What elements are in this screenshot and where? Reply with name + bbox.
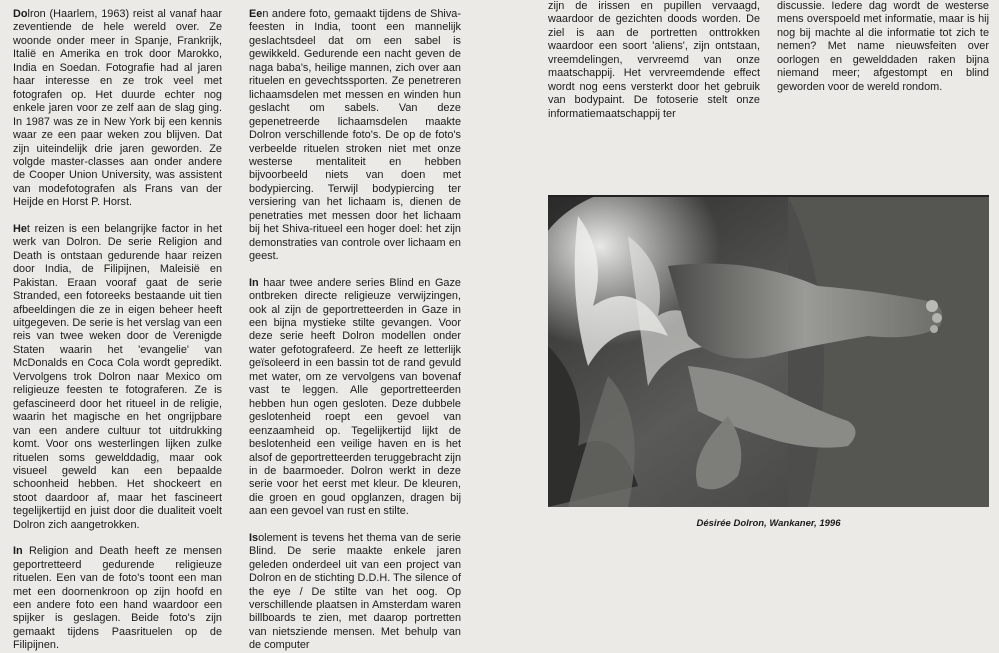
paragraph — [548, 0, 760, 121]
paragraph-text: discussie. Iedere dag wordt de westerse mens overspoeld met informatie, maar is hij nog bij machte al die informatie tot zich te nemen? Met name nieuwsfeiten over oorlogen en gewelddaden raken bijna niemand meer; afgestompt en blind geworden voor de wereld rondom. — [777, 0, 989, 93]
paragraph — [13, 545, 222, 653]
ritual-photo — [548, 196, 989, 507]
photo-caption: Désirée Dolron, Wankaner, 1996 — [696, 518, 841, 529]
paragraph — [13, 223, 222, 532]
article-column-2 — [249, 8, 461, 652]
paragraph-lead: Do — [13, 8, 28, 20]
paragraph-text: n andere foto, gemaakt tijdens de Shiva-feesten in India, toont een mannelijk geslachtsdeel dat om een sabel is gewikkeld. Gedurende een nacht geven de naga baba's, heilige mannen, zich over aan rituelen en gevechtssporten. Ze penetreren lichaamsdelen met messen en winden hun geslacht om sabels. Van deze gepenetreerde lichaamsdelen maakte Dolron verschillende foto's. De op de foto's verbeelde rituelen stroken niet met onze westerse mentaliteit en hebben bijvoorbeeld niets van doen met bodypiercing. Terwijl bodypiercing ter versiering van het lichaam is, dienen de penetraties met messen door het lichaam bij het Shiva-ritueel een hoger doel: het zijn demonstraties van controle over lichaam en geest. — [249, 8, 461, 263]
paragraph — [13, 8, 222, 210]
article-column-1 — [13, 8, 222, 652]
paragraph-lead: Is — [249, 531, 259, 544]
paragraph-lead: In — [13, 545, 23, 558]
paragraph-lead: Ee — [249, 8, 263, 20]
article-column-3 — [548, 0, 760, 130]
article-column-4 — [777, 0, 989, 130]
paragraph-lead: In — [249, 276, 259, 289]
paragraph-text: lron (Haarlem, 1963) reist al vanaf haar zeventiende de hele wereld over. Ze woonde onder meer in Spanje, Frankrijk, Italië en Amerika en trok door Marokko, India en Soedan. Fotografie had al jaren haar interesse en ze trok veel met fotografen op. Het duurde echter nog enkele jaren voor ze zelf aan de slag ging. In 1987 was ze in New York bij een kennis waar ze een paar weken zou blijven. Dat zijn uiteindelijk drie jaren geworden. Ze volgde master-classes aan onder andere de Cooper Union University, was assistent van modefotografen als Frans van der Heijde en Horst P. Horst. — [13, 8, 222, 209]
paragraph — [249, 8, 461, 264]
ritual-feet-photo-icon — [548, 196, 989, 507]
paragraph — [249, 532, 461, 653]
paragraph-text: Religion and Death heeft ze mensen geportretteerd gedurende religieuze rituelen. Een van de foto's toont een man met een doornenkroon op zijn hoofd en een andere foto een hand waardoor een spijker is geslagen. Beide foto's zijn gemaakt tijdens Paasrituelen op de Filipijnen. — [13, 545, 222, 652]
paragraph-text: t reizen is een belangrijke factor in het werk van Dolron. De serie Religion and Death is ontstaan gedurende haar reizen door India, de Filipijnen, Maleisië en Pakistan. Eraan vooraf gaat de serie Stranded, een fotoreeks bestaande uit tien afbeeldingen die ze in eigen beheer heeft uitgegeven. De serie is het verslag van een reis van twee weken door de Verenigde Staten waarin het 'evangelie' van McDonalds en Coca Cola wordt gepredikt. Vervolgens trok Dolron naar Mexico om religieuze feesten te fotograferen. Ze is gefascineerd door het ritueel in de religie, waarin het magische en het ongrijpbare van een andere cultuur tot uitdrukking komt. Voor ons westerlingen lijken zulke rituelen soms gewelddadig, maar ook visueel geweld kan een bepaalde schoonheid hebben. Het shockeert en stoot daardoor af, maar het fascineert tegelijkertijd en juist door die dualiteit voelt Dolron zich aangetrokken. — [13, 222, 222, 531]
paragraph — [777, 0, 989, 94]
paragraph-text: haar twee andere series Blind en Gaze ontbreken directe religieuze verwijzingen, ook al zijn de geportretteerden in Gaze in een bijna mystieke stilte gevangen. Voor deze serie heeft Dolron modellen onder water gefotografeerd. Ze heeft ze letterlijk geïsoleerd in een bassin tot de rand gevuld met water, om ze vervolgens van bovenaf vast te leggen. Alle geportretteerden hebben hun ogen gesloten. Deze dubbele geslotenheid roept een gevoel van eenzaamheid op. Tegelijkertijd lijkt de beslotenheid een veilige haven en is het alsof de geportretteerden teruggebracht zijn in de baarmoeder. Dolron werkt in deze serie voor het eerst met kleur. De kleuren, die groen en goud opglanzen, dragen bij aan een gevoel van rust en stilte. — [249, 276, 461, 518]
paragraph-lead: He — [13, 222, 27, 235]
paragraph-text: olement is tevens het thema van de serie Blind. De serie maakte enkele jaren geleden onderdeel uit van een project van Dolron en de stichting D.D.H. The silence of the eye / De stilte van het oog. Op verschillende plaatsen in Amsterdam waren billboards te zien, met daarop portretten van nietsziende mensen. Met behulp van de computer — [249, 531, 461, 652]
paragraph — [249, 277, 461, 519]
paragraph-text: zijn de irissen en pupillen vervaagd, waardoor de gezichten doods worden. De ziel is aan de portretten onttrokken waardoor een soort 'aliens', zijn ontstaan, vreemdelingen, vervreemd van onze maatschappij. Het vervreemdende effect wordt nog eens versterkt door het gebruik van bodypaint. De fotoserie stelt onze informatiemaatschappij ter — [548, 0, 760, 120]
